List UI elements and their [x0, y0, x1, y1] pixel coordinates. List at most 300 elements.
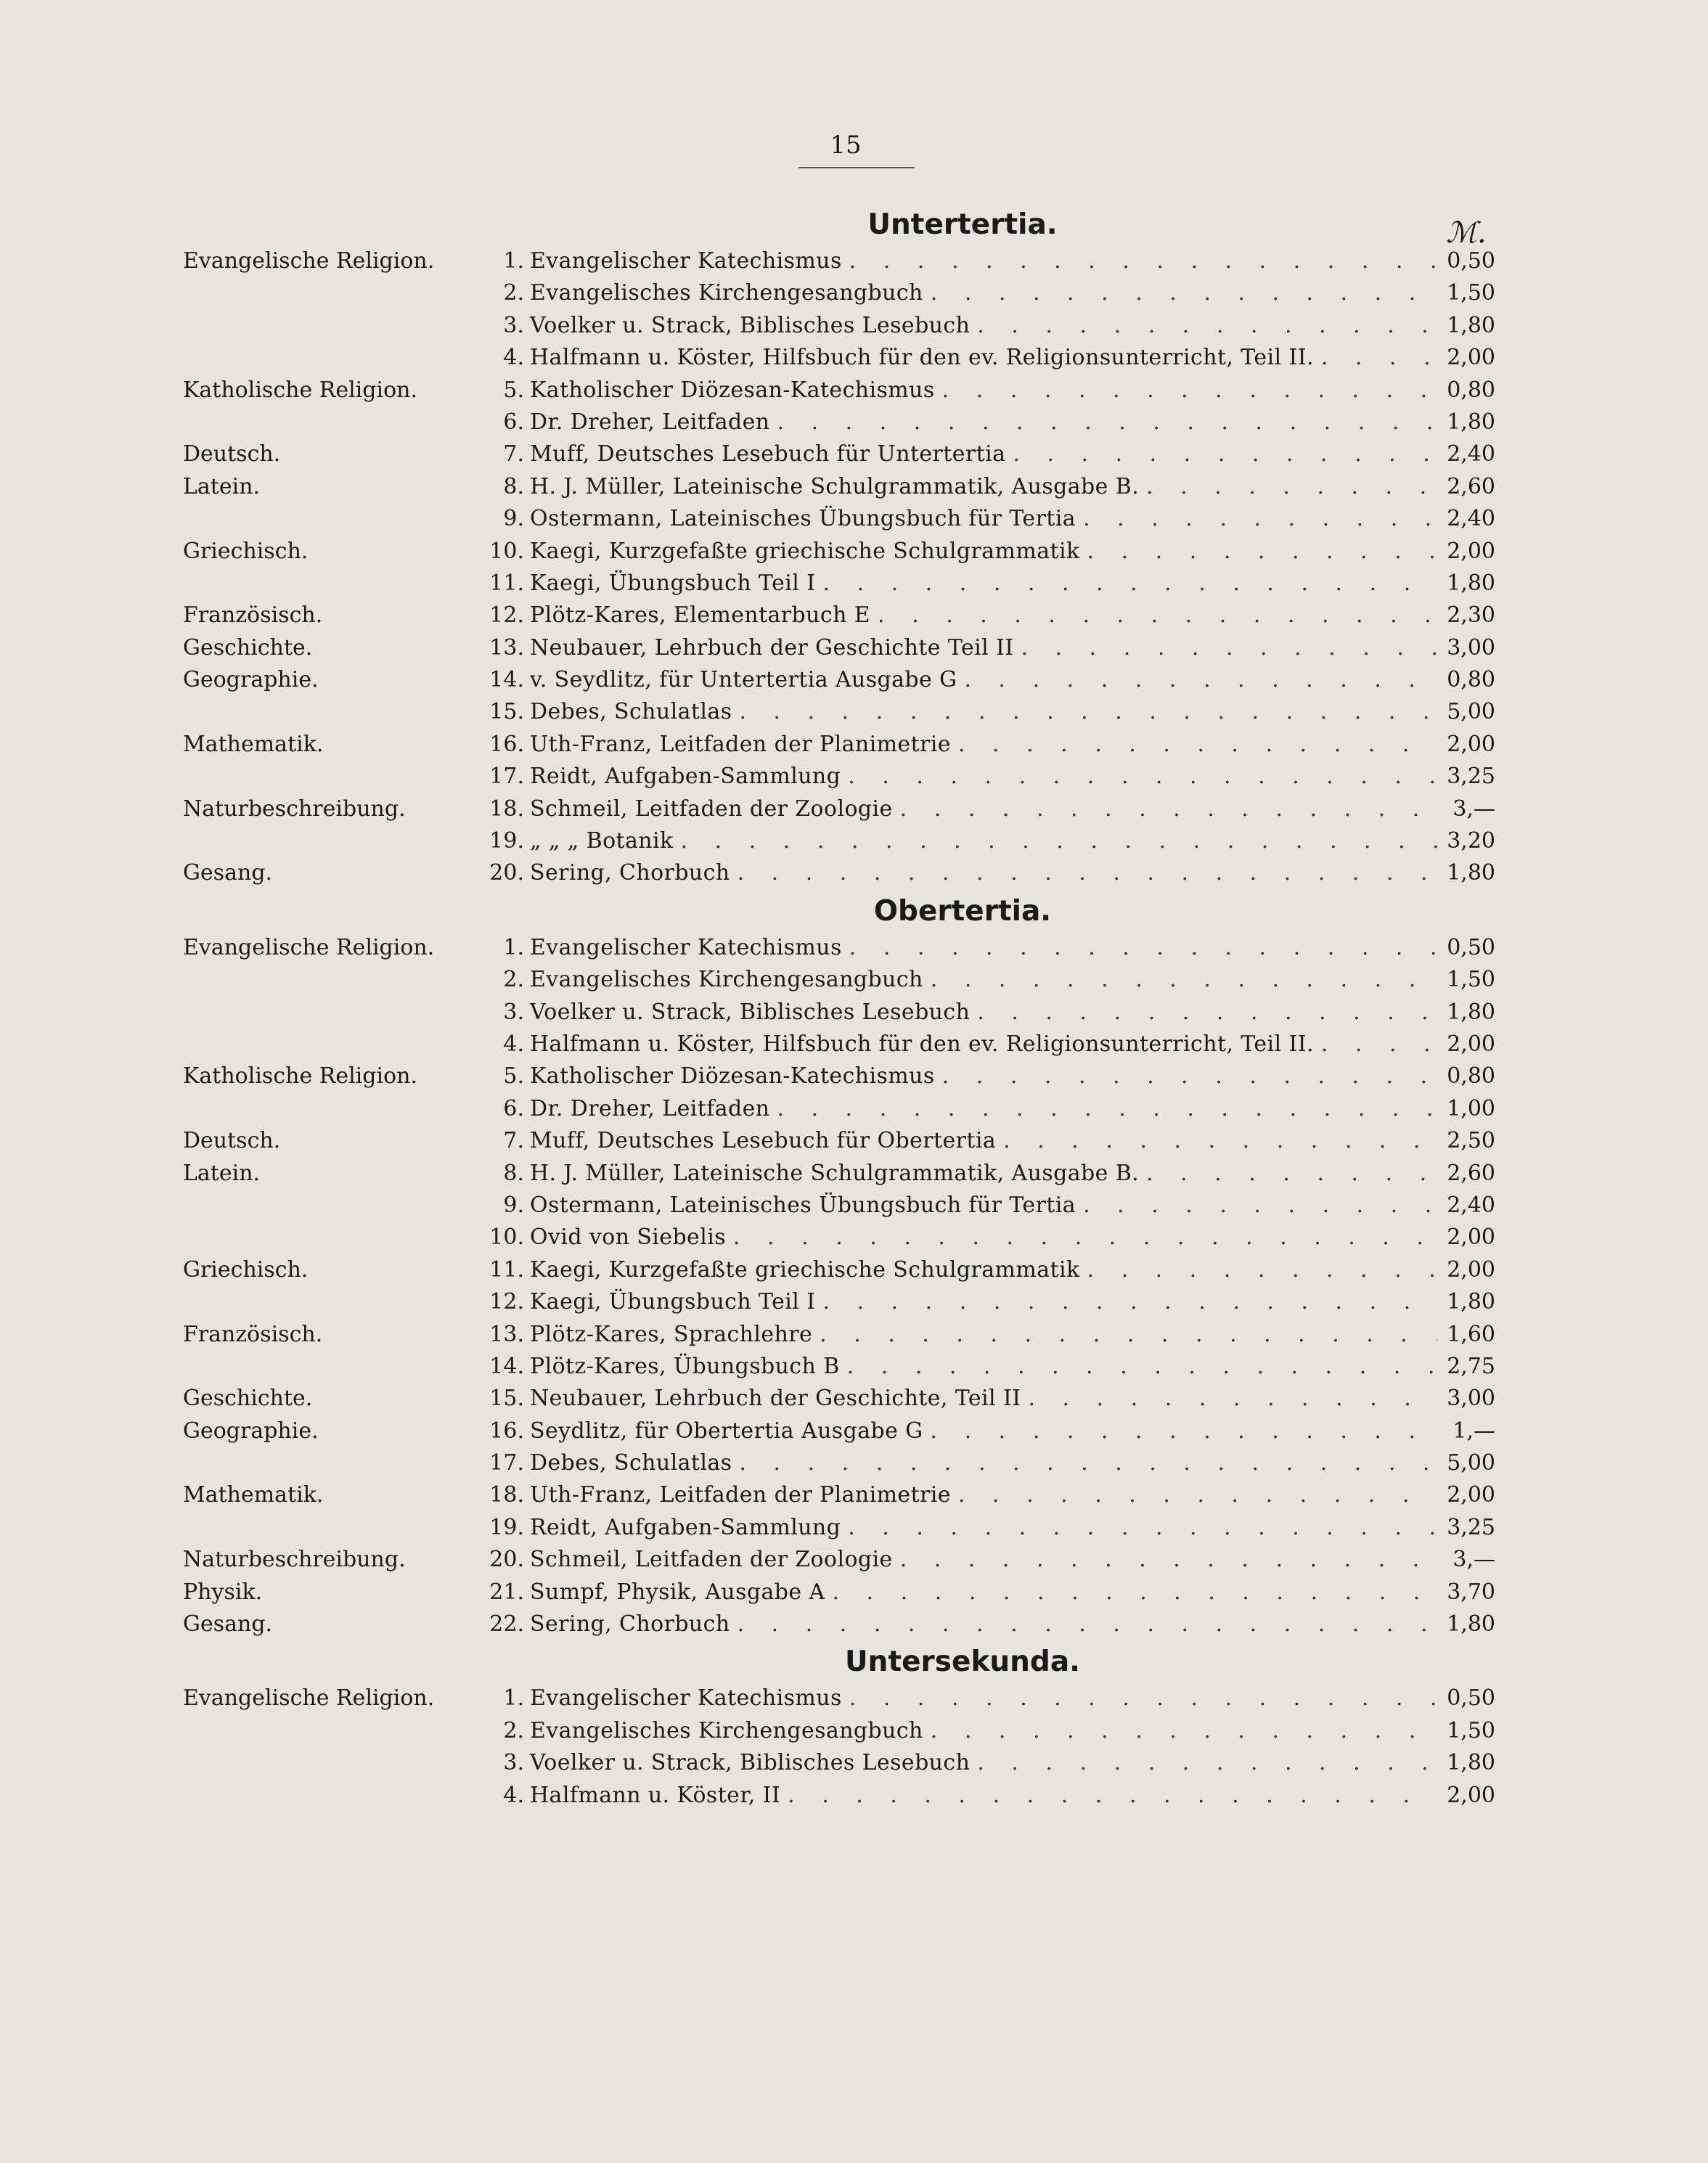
book-row	[183, 277, 1495, 309]
book-price: 2,00	[1447, 1031, 1495, 1057]
subject-label: Französisch.	[183, 602, 323, 629]
subject-label: Naturbeschreibung.	[183, 796, 406, 822]
book-price: 0,80	[1447, 377, 1495, 403]
book-price: 2,00	[1447, 731, 1495, 757]
book-price: 2,00	[1447, 1482, 1495, 1508]
subject-label: Griechisch.	[183, 1256, 308, 1283]
book-price: 2,40	[1447, 506, 1495, 532]
dot-leader	[878, 600, 1437, 631]
item-number: 13.	[489, 634, 524, 661]
dot-leader	[1321, 1029, 1437, 1060]
dot-leader	[977, 1747, 1437, 1779]
book-price: 2,40	[1447, 441, 1495, 467]
subject-label: Mathematik.	[183, 1482, 324, 1508]
book-row	[183, 1254, 1495, 1286]
subject-label: Gesang.	[183, 1611, 273, 1637]
book-row	[183, 825, 1495, 857]
book-price: 3,00	[1447, 1386, 1495, 1412]
dot-leader	[942, 1060, 1437, 1092]
book-price: 1,00	[1447, 1095, 1495, 1121]
item-number: 9.	[503, 1192, 524, 1218]
item-number: 8.	[503, 1160, 524, 1186]
book-entry	[530, 857, 1495, 889]
subject-label: Deutsch.	[183, 1128, 281, 1154]
item-number: 10.	[489, 1224, 524, 1251]
book-title: „ „ „ Botanik	[530, 828, 674, 854]
book-row	[183, 1780, 1495, 1812]
book-row	[183, 793, 1495, 825]
book-entry	[530, 997, 1495, 1029]
dot-leader	[833, 1577, 1437, 1608]
dot-leader	[1083, 1190, 1437, 1222]
book-row	[183, 664, 1495, 696]
grade-section	[183, 890, 1495, 1641]
book-entry	[530, 729, 1495, 761]
item-number: 14.	[489, 667, 524, 693]
item-number: 3.	[503, 999, 524, 1025]
item-number: 6.	[503, 1095, 524, 1121]
dot-leader	[849, 245, 1437, 277]
item-number: 17.	[489, 764, 524, 790]
book-entry	[530, 1125, 1495, 1157]
book-entry	[530, 1415, 1495, 1447]
book-entry	[530, 277, 1495, 309]
book-price: 0,80	[1447, 667, 1495, 693]
book-price: 1,80	[1447, 409, 1495, 435]
dot-leader	[777, 1093, 1437, 1125]
book-title: Uth-Franz, Leitfaden der Planimetrie	[530, 731, 951, 757]
book-entry	[530, 1682, 1495, 1714]
book-price: 2,50	[1447, 1128, 1495, 1154]
book-title: Ovid von Siebelis	[530, 1224, 726, 1251]
book-price: 2,40	[1447, 1192, 1495, 1218]
book-title: Evangelischer Katechismus	[530, 248, 842, 274]
book-price: 2,00	[1447, 538, 1495, 564]
book-title: Kaegi, Kurzgefaßte griechische Schulgrammatik	[530, 1256, 1080, 1283]
book-title: Voelker u. Strack, Biblisches Lesebuch	[530, 1750, 971, 1776]
book-row	[183, 438, 1495, 470]
subject-label: Evangelische Religion.	[183, 248, 435, 274]
book-price: 5,00	[1447, 1450, 1495, 1476]
subject-label: Katholische Religion.	[183, 377, 417, 403]
book-entry	[530, 1780, 1495, 1812]
book-row	[183, 632, 1495, 664]
book-price: 1,80	[1447, 1611, 1495, 1637]
item-number: 10.	[489, 538, 524, 564]
dot-leader	[737, 857, 1437, 889]
book-row	[183, 1093, 1495, 1125]
item-number: 19.	[489, 828, 524, 854]
book-price: 0,80	[1447, 1063, 1495, 1089]
dot-leader	[820, 1319, 1437, 1351]
item-number: 11.	[489, 1256, 524, 1283]
dot-leader	[1321, 342, 1437, 374]
book-row	[183, 729, 1495, 761]
dot-leader	[849, 932, 1437, 964]
section-heading: Obertertia.	[873, 894, 1052, 928]
dot-leader	[681, 825, 1437, 857]
book-price: 1,80	[1447, 999, 1495, 1025]
book-row	[183, 1447, 1495, 1479]
subject-label: Deutsch.	[183, 441, 281, 467]
item-number: 5.	[503, 377, 524, 403]
book-title: Debes, Schulatlas	[530, 699, 732, 725]
item-number: 1.	[503, 248, 524, 274]
subject-label: Evangelische Religion.	[183, 1685, 435, 1712]
dot-leader	[1083, 503, 1437, 535]
book-title: Debes, Schulatlas	[530, 1450, 732, 1476]
subject-label: Katholische Religion.	[183, 1063, 417, 1089]
book-price: 2,30	[1447, 602, 1495, 629]
book-title: Sering, Chorbuch	[530, 860, 730, 886]
book-price: 3,25	[1447, 764, 1495, 790]
item-number: 20.	[489, 1547, 524, 1573]
book-title: Reidt, Aufgaben-Sammlung	[530, 764, 841, 790]
item-number: 6.	[503, 409, 524, 435]
book-title: Plötz-Kares, Übungsbuch B	[530, 1353, 840, 1379]
book-row	[183, 1190, 1495, 1222]
book-entry	[530, 438, 1495, 470]
dot-leader	[788, 1780, 1437, 1812]
book-list	[183, 203, 1495, 1812]
book-price: 0,50	[1447, 1685, 1495, 1712]
dot-leader	[777, 406, 1437, 438]
book-price: 5,00	[1447, 699, 1495, 725]
item-number: 3.	[503, 312, 524, 338]
item-number: 2.	[503, 967, 524, 993]
book-title: Halfmann u. Köster, Hilfsbuch für den ev. Religionsunterricht, Teil II.	[530, 1031, 1314, 1057]
book-row	[183, 406, 1495, 438]
book-row	[183, 1222, 1495, 1254]
book-title: Reidt, Aufgaben-Sammlung	[530, 1514, 841, 1540]
book-entry	[530, 1158, 1495, 1190]
book-title: Voelker u. Strack, Biblisches Lesebuch	[530, 312, 971, 338]
currency-symbol: ℳ.	[1446, 216, 1487, 250]
dot-leader	[977, 997, 1437, 1029]
book-entry	[530, 964, 1495, 996]
book-row	[183, 1060, 1495, 1092]
book-row	[183, 1682, 1495, 1714]
item-number: 5.	[503, 1063, 524, 1089]
book-price: 3,—	[1452, 796, 1495, 822]
dot-leader	[822, 1286, 1437, 1318]
book-entry	[530, 342, 1495, 374]
book-price: 2,00	[1447, 1224, 1495, 1251]
dot-leader	[848, 761, 1437, 793]
dot-leader	[931, 964, 1437, 996]
book-title: Evangelisches Kirchengesangbuch	[530, 280, 923, 306]
book-price: 3,00	[1447, 634, 1495, 661]
dot-leader	[958, 729, 1437, 761]
book-title: Evangelischer Katechismus	[530, 1685, 842, 1712]
dot-leader	[977, 310, 1437, 342]
book-price: 1,80	[1447, 570, 1495, 596]
dot-leader	[900, 793, 1437, 825]
dot-leader	[847, 1351, 1437, 1383]
item-number: 3.	[503, 1750, 524, 1776]
book-price: 1,—	[1452, 1418, 1495, 1444]
subject-label: Griechisch.	[183, 538, 308, 564]
item-number: 17.	[489, 1450, 524, 1476]
section-heading: Untertertia.	[867, 208, 1058, 241]
grade-section	[183, 203, 1495, 890]
book-price: 0,50	[1447, 934, 1495, 960]
book-entry	[530, 1544, 1495, 1576]
item-number: 18.	[489, 1482, 524, 1508]
book-entry	[530, 245, 1495, 277]
book-entry	[530, 664, 1495, 696]
item-number: 4.	[503, 1031, 524, 1057]
dot-leader	[942, 375, 1437, 406]
book-entry	[530, 1512, 1495, 1544]
book-row	[183, 1479, 1495, 1511]
book-title: Evangelisches Kirchengesangbuch	[530, 967, 923, 993]
book-title: Plötz-Kares, Sprachlehre	[530, 1321, 813, 1347]
book-entry	[530, 568, 1495, 600]
book-title: Halfmann u. Köster, Hilfsbuch für den ev. Religionsunterricht, Teil II.	[530, 345, 1314, 371]
book-row	[183, 1319, 1495, 1351]
item-number: 12.	[489, 1289, 524, 1315]
book-title: Schmeil, Leitfaden der Zoologie	[530, 796, 893, 822]
dot-leader	[1087, 536, 1437, 568]
item-number: 11.	[489, 570, 524, 596]
book-entry	[530, 1222, 1495, 1254]
item-number: 19.	[489, 1514, 524, 1540]
book-row	[183, 310, 1495, 342]
item-number: 2.	[503, 280, 524, 306]
book-row	[183, 1715, 1495, 1747]
book-price: 1,80	[1447, 1750, 1495, 1776]
book-entry	[530, 503, 1495, 535]
book-price: 3,—	[1452, 1547, 1495, 1573]
book-row	[183, 245, 1495, 277]
book-row	[183, 932, 1495, 964]
book-row	[183, 1125, 1495, 1157]
book-price: 1,50	[1447, 280, 1495, 306]
book-row	[183, 696, 1495, 728]
book-row	[183, 964, 1495, 996]
subject-label: Geographie.	[183, 1418, 319, 1444]
item-number: 20.	[489, 860, 524, 886]
dot-leader	[739, 1447, 1437, 1479]
book-title: Ostermann, Lateinisches Übungsbuch für Tertia	[530, 506, 1076, 532]
book-title: Ostermann, Lateinisches Übungsbuch für Tertia	[530, 1192, 1076, 1218]
book-price: 2,60	[1447, 473, 1495, 499]
book-entry	[530, 932, 1495, 964]
book-entry	[530, 536, 1495, 568]
book-entry	[530, 793, 1495, 825]
book-price: 1,60	[1447, 1321, 1495, 1347]
dot-leader	[931, 277, 1437, 309]
book-entry	[530, 1319, 1495, 1351]
subject-label: Gesang.	[183, 860, 273, 886]
book-title: Uth-Franz, Leitfaden der Planimetrie	[530, 1482, 951, 1508]
item-number: 4.	[503, 1782, 524, 1808]
book-entry	[530, 825, 1495, 857]
book-entry	[530, 1383, 1495, 1415]
subject-label: Französisch.	[183, 1321, 323, 1347]
item-number: 22.	[489, 1611, 524, 1637]
section-heading: Untersekunda.	[845, 1645, 1080, 1679]
book-entry	[530, 1286, 1495, 1318]
book-entry	[530, 310, 1495, 342]
book-price: 2,00	[1447, 1256, 1495, 1283]
book-row	[183, 1577, 1495, 1608]
book-entry	[530, 1715, 1495, 1747]
book-title: Neubauer, Lehrbuch der Geschichte, Teil II	[530, 1386, 1021, 1412]
dot-leader	[849, 1682, 1437, 1714]
book-row	[183, 568, 1495, 600]
book-row	[183, 1286, 1495, 1318]
book-title: Sumpf, Physik, Ausgabe A	[530, 1579, 825, 1605]
book-title: Seydlitz, für Obertertia Ausgabe G	[530, 1418, 923, 1444]
book-title: Dr. Dreher, Leitfaden	[530, 409, 770, 435]
book-title: Katholischer Diözesan-Katechismus	[530, 1063, 935, 1089]
dot-leader	[739, 696, 1437, 728]
book-title: Neubauer, Lehrbuch der Geschichte Teil II	[530, 634, 1014, 661]
book-row	[183, 471, 1495, 503]
book-price: 3,20	[1447, 828, 1495, 854]
subject-label: Physik.	[183, 1579, 263, 1605]
item-number: 15.	[489, 1386, 524, 1412]
book-entry	[530, 1093, 1495, 1125]
dot-leader	[822, 568, 1437, 600]
item-number: 12.	[489, 602, 524, 629]
book-title: Kaegi, Kurzgefaßte griechische Schulgrammatik	[530, 538, 1080, 564]
book-title: Evangelisches Kirchengesangbuch	[530, 1717, 923, 1743]
dot-leader	[1087, 1254, 1437, 1286]
book-price: 1,80	[1447, 860, 1495, 886]
book-title: Sering, Chorbuch	[530, 1611, 730, 1637]
book-entry	[530, 696, 1495, 728]
subject-label: Latein.	[183, 1160, 261, 1186]
item-number: 7.	[503, 441, 524, 467]
item-number: 13.	[489, 1321, 524, 1347]
book-title: Kaegi, Übungsbuch Teil I	[530, 570, 816, 596]
book-entry	[530, 761, 1495, 793]
item-number: 7.	[503, 1128, 524, 1154]
book-price: 3,70	[1447, 1579, 1495, 1605]
grade-section	[183, 1640, 1495, 1812]
book-price: 3,25	[1447, 1514, 1495, 1540]
book-price: 2,60	[1447, 1160, 1495, 1186]
book-entry	[530, 375, 1495, 406]
book-row	[183, 536, 1495, 568]
item-number: 1.	[503, 934, 524, 960]
book-entry	[530, 1351, 1495, 1383]
book-title: Dr. Dreher, Leitfaden	[530, 1095, 770, 1121]
dot-leader	[1146, 1158, 1437, 1190]
book-row	[183, 761, 1495, 793]
book-row	[183, 1351, 1495, 1383]
dot-leader	[1028, 1383, 1437, 1415]
book-title: v. Seydlitz, für Untertertia Ausgabe G	[530, 667, 957, 693]
book-price: 1,80	[1447, 1289, 1495, 1315]
book-price: 0,50	[1447, 248, 1495, 274]
book-entry	[530, 1577, 1495, 1608]
book-row	[183, 1544, 1495, 1576]
dot-leader	[737, 1608, 1437, 1640]
item-number: 8.	[503, 473, 524, 499]
dot-leader	[1146, 471, 1437, 503]
book-row	[183, 1158, 1495, 1190]
dot-leader	[733, 1222, 1437, 1254]
book-price: 1,80	[1447, 312, 1495, 338]
book-price: 1,50	[1447, 967, 1495, 993]
subject-label: Geschichte.	[183, 1386, 313, 1412]
book-title: Halfmann u. Köster, II	[530, 1782, 781, 1808]
item-number: 2.	[503, 1717, 524, 1743]
book-row	[183, 997, 1495, 1029]
book-row	[183, 1415, 1495, 1447]
book-title: Schmeil, Leitfaden der Zoologie	[530, 1547, 893, 1573]
book-price: 2,00	[1447, 1782, 1495, 1808]
item-number: 15.	[489, 699, 524, 725]
dot-leader	[931, 1415, 1437, 1447]
dot-leader	[964, 664, 1437, 696]
dot-leader	[900, 1544, 1437, 1576]
dot-leader	[1013, 438, 1437, 470]
book-title: Evangelischer Katechismus	[530, 934, 842, 960]
book-entry	[530, 471, 1495, 503]
dot-leader	[958, 1479, 1437, 1511]
subject-label: Geographie.	[183, 667, 319, 693]
item-number: 4.	[503, 345, 524, 371]
book-row	[183, 375, 1495, 406]
subject-label: Geschichte.	[183, 634, 313, 661]
book-row	[183, 503, 1495, 535]
book-row	[183, 1512, 1495, 1544]
item-number: 16.	[489, 731, 524, 757]
book-entry	[530, 1029, 1495, 1060]
book-entry	[530, 600, 1495, 631]
book-entry	[530, 1254, 1495, 1286]
book-entry	[530, 1190, 1495, 1222]
dot-leader	[931, 1715, 1437, 1747]
book-row	[183, 600, 1495, 631]
book-price: 1,50	[1447, 1717, 1495, 1743]
item-number: 21.	[489, 1579, 524, 1605]
dot-leader	[1021, 632, 1437, 664]
page-number: 15	[830, 131, 862, 160]
book-entry	[530, 632, 1495, 664]
book-title: Muff, Deutsches Lesebuch für Untertertia	[530, 441, 1006, 467]
item-number: 16.	[489, 1418, 524, 1444]
page-number-rule	[798, 167, 915, 168]
dot-leader	[848, 1512, 1437, 1544]
book-entry	[530, 406, 1495, 438]
subject-label: Naturbeschreibung.	[183, 1547, 406, 1573]
book-row	[183, 1029, 1495, 1060]
subject-label: Mathematik.	[183, 731, 324, 757]
book-entry	[530, 1060, 1495, 1092]
book-entry	[530, 1747, 1495, 1779]
book-row	[183, 857, 1495, 889]
book-title: H. J. Müller, Lateinische Schulgrammatik, Ausgabe B.	[530, 473, 1140, 499]
book-entry	[530, 1608, 1495, 1640]
book-title: H. J. Müller, Lateinische Schulgrammatik, Ausgabe B.	[530, 1160, 1140, 1186]
book-title: Muff, Deutsches Lesebuch für Obertertia	[530, 1128, 997, 1154]
book-entry	[530, 1447, 1495, 1479]
item-number: 9.	[503, 506, 524, 532]
subject-label: Evangelische Religion.	[183, 934, 435, 960]
item-number: 14.	[489, 1353, 524, 1379]
book-title: Plötz-Kares, Elementarbuch E	[530, 602, 871, 629]
book-title: Katholischer Diözesan-Katechismus	[530, 377, 935, 403]
book-row	[183, 1608, 1495, 1640]
item-number: 1.	[503, 1685, 524, 1712]
book-title: Kaegi, Übungsbuch Teil I	[530, 1289, 816, 1315]
